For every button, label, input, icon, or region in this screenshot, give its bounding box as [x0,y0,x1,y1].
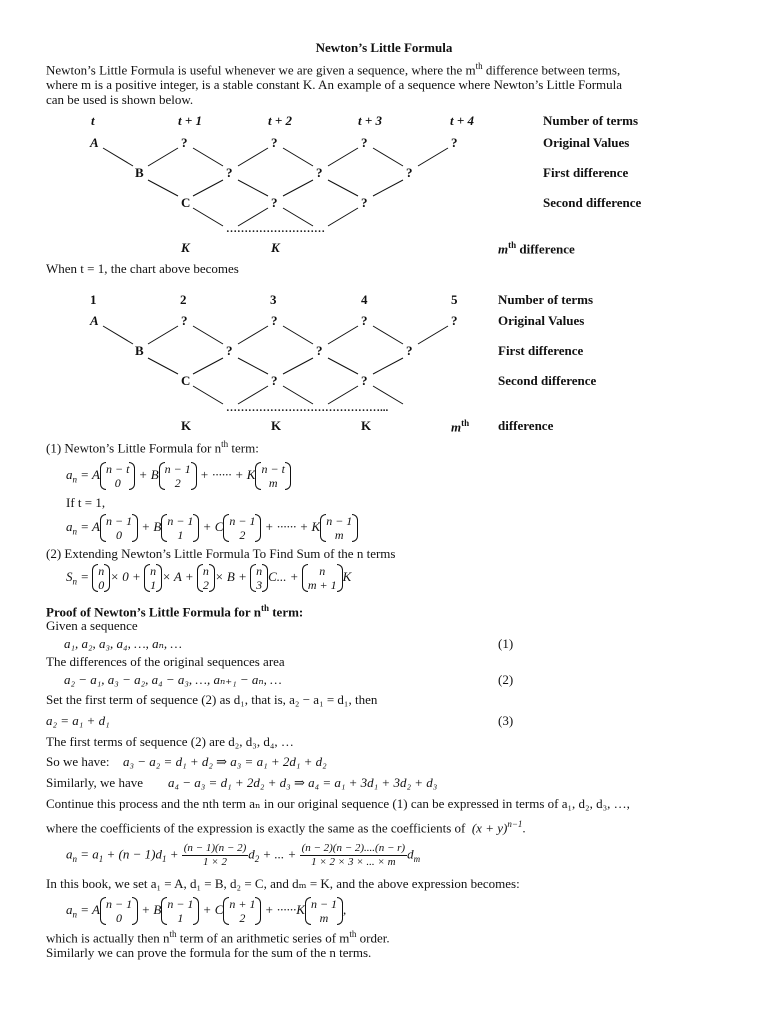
chart1-original-value: ? [361,135,368,150]
chart2-label-mth: difference [498,418,554,433]
chart1-first-value: ? [316,165,323,180]
differences-text: The differences of the original sequences area [46,654,285,669]
so-equation: a₃ − a₂ = d₁ + d₂ ⇒ a₃ = a₁ + 2d₁ + d₂ [123,754,327,769]
page-title: Newton’s Little Formula [315,40,453,55]
chart2-first-value: ? [406,343,413,358]
given-text: Given a sequence [46,618,138,633]
proof-heading: Proof of Newton’s Little Formula for $n^{th}$ term: [46,603,304,620]
equation-number-3: (3) [498,713,514,728]
chart2-original-value: ? [451,313,458,328]
if-text: If t = 1, [66,495,106,510]
sequence-2: a₂ − a₁, a₃ − a₂, a₄ − a₃, …, aₙ₊₁ − aₙ, … [64,672,282,687]
formula-nth-term: $a_n = A$ n − t 0 + B n − 1 2 + ······ + K n − t m [66,462,291,490]
which-text: which is actually then $n^{th}$ term of an arithmetic series of $m^{th}$ order. [46,929,390,946]
chart1-header: t + 3 [358,113,383,128]
chart1-header: t + 4 [450,113,475,128]
chart2-original-value: ? [271,313,278,328]
first-terms-text: The first terms of sequence (2) are d₂, d₃, d₄, … [46,734,294,749]
when-text: When t = 1, the chart above becomes [46,261,239,276]
chart1-mth-value: K [181,240,190,255]
chart2-label-first: First difference [498,343,584,358]
chart2-header: 5 [451,292,458,307]
chart2-mth-value: K [181,418,192,433]
chart1-original-value: ? [181,135,188,150]
equation-number-2: (2) [498,672,514,687]
chart1-mth-value: K [271,240,280,255]
chart1-dots: ……………………… [226,223,325,235]
chart2-header: 1 [90,292,97,307]
chart1-label-original: Original Values [543,135,630,150]
chart2-second-value: C [181,373,191,388]
sequence-1: a₁, a₂, a₃, a₄, …, aₙ, … [64,636,182,651]
chart1-original-value: A [90,135,99,150]
chart1-second-value: C [181,195,191,210]
chart2-label-original: Original Values [498,313,585,328]
chart1-header: t + 2 [268,113,293,128]
chart1-first-value: ? [226,165,233,180]
chart1-first-value: ? [406,165,413,180]
book-text: In this book, we set a₁ = A, d₁ = B, d₂ = C, and dₘ = K, and the above expression becomes: [46,876,520,891]
final-formula: $a_n = A$ n − 1 0 + B n − 1 1 + C n + 1 2 + ······K n − 1 m , [66,897,347,925]
chart2-original-value: ? [181,313,188,328]
intro-line-3: can be used is shown below. [46,92,194,107]
chart1-label-terms: Number of terms [543,113,639,128]
similarly-text: Similarly, we have [46,775,143,790]
chart1-second-value: ? [361,195,368,210]
chart1-header: t + 1 [178,113,203,128]
chart1-second-value: ? [271,195,278,210]
chart1-label-mth: $m^{th}$ difference [498,240,575,257]
chart1-header: t [91,113,95,128]
expanded-formula: $a_n = a_1 + (n - 1)d_1$ + $\frac{(n - 1)(n - 2)}{1 \times 2}$ $d_2$ + ... + $\frac{(n - 2)(n - 2)....(n - r)}{1 \times 2 \times 3 \times ... \times m}$ $d_m$ [66,842,421,868]
chart2-mth-value: K [271,418,282,433]
chart1-first-value: B [135,165,144,180]
formula-nth-term-t1: $a_n = A$ n − 1 0 + B n − 1 1 + C n − 1 2 + ······ + K n − 1 m [66,514,358,542]
intro-line-1: Newton’s Little Formula is useful whenever we are given a sequence, where the $m^{th}$ difference between terms, [46,61,621,78]
chart2-second-value: ? [361,373,368,388]
chart2-header: 4 [361,292,368,307]
chart2-first-value: B [135,343,144,358]
chart1-original-value: ? [271,135,278,150]
chart1-original-value: ? [451,135,458,150]
similarly-proof-text: Similarly we can prove the formula for the sum of the n terms. [46,945,372,960]
chart2-header: 2 [180,292,187,307]
section1-heading: (1) Newton’s Little Formula for $n^{th}$ term: [46,439,259,456]
chart2-header: 3 [270,292,277,307]
set-text: Set the first term of sequence (2) as d₁, that is, a₂ − a₁ = d₁, then [46,692,378,707]
equation-3: a₂ = a₁ + d₁ [46,713,110,728]
chart1-label-second: Second difference [543,195,642,210]
continue-text: Continue this process and the nth term aₙ in our original sequence (1) can be expressed in terms of a₁, d₂, d₃, …, [46,796,630,811]
chart2-second-value: ? [271,373,278,388]
section2-heading: (2) Extending Newton’s Little Formula To Find Sum of the n terms [46,546,396,561]
intro-line-2: where m is a positive integer, is a stable constant K. An example of a sequence where Newton’s Little Formula [46,77,623,92]
chart1-label-first: First difference [543,165,629,180]
chart2-mth-value: K [361,418,372,433]
chart2-first-value: ? [226,343,233,358]
similarly-equation: a₄ − a₃ = d₁ + 2d₂ + d₃ ⇒ a₄ = a₁ + 3d₁ + 3d₂ + d₃ [168,775,438,790]
chart2-original-value: ? [361,313,368,328]
chart2-label-second: Second difference [498,373,597,388]
chart2-first-value: ? [316,343,323,358]
chart2-mth-mark: $m^{th}$ [451,418,470,435]
chart2-original-value: A [90,313,99,328]
equation-number-1: (1) [498,636,514,651]
chart2-dots: ……………………………………... [226,402,389,414]
so-text: So we have: [46,754,110,769]
coefficient-text: where the coefficients of the expression is exactly the same as the coefficients of $(x + y)^{n-1}$. [46,819,526,836]
chart2-label-terms: Number of terms [498,292,594,307]
formula-sum: $S_n$ = n 0 × 0 + n 1 × A + n 2 × B + n 3 C... + n m + 1 K [66,564,352,592]
